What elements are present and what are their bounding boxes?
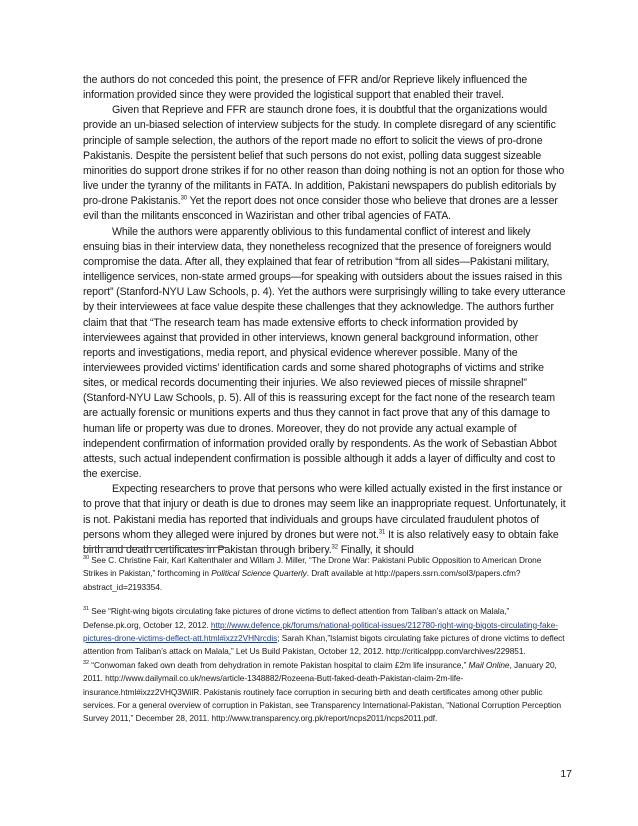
paragraph-2-text-b: Yet the report does not once consider those who believe that drones are a lesser evil than the militants ensconced in Waziristan and other tribal agencies of FATA. (83, 195, 558, 223)
footnote-30 (83, 554, 567, 594)
footnote-30-journal: Political Science Quarterly (211, 568, 307, 579)
footnote-ref-32[interactable]: 32 (331, 544, 338, 551)
paragraph-4-text-a: Expecting researchers to prove that persons who were killed actually existed in the first instance or to prove that that injury or death is due to drones may seem like an inappropriate request. Unfortunately, it is not. Pakistani media has reported that individuals and groups have circulated fraudulent photos of persons whom they alleged were injured by drones but were not. (83, 483, 566, 541)
footnote-31 (83, 605, 567, 659)
page-number: 17 (560, 768, 572, 780)
footnote-ref-31[interactable]: 31 (378, 529, 386, 536)
paragraph-3-text: While the authors were apparently oblivious to this fundamental conflict of interest and likely ensuing bias in their interview data, they nonetheless recognized that the presence of foreigners would compromise the data. After all, they explained that fear of retribution “from all sides—Pakistani military, intelligence services, non-state armed groups—for speaking with outsiders about the issues raised in this report” (Stanford-NYU Law Schools, p. 4). Yet the authors were surprisingly willing to take every utterance by their interviewees at face value despite these challenges that they acknowledge. The authors further claim that that “The research team has made extensive efforts to check information provided by interviewees against that provided in other interviews, known general background information, other reports and investigations, media report, and physical evidence wherever possible. Many of the interviewees provided victims’ identification cards and some shared photographs of victims and strike sites, or medical records documenting their injuries. We also reviewed pieces of missile shrapnel” (Stanford-NYU Law Schools, p. 5). All of this is reassuring except for the fact none of the research team are actually forensic or munitions experts and thus they cannot in fact prove that any of this damage to human life or property was due to drones. Moreover, they do not provide any actual example of independent confirmation of information provided orally by respondents. As the work of Sebastian Abbot attests, such actual independent confirmation is possible although it adds a layer of difficulty and cost to the exercise. (83, 225, 566, 481)
footnote-32-text-b: , January 20, 2011. http://www.dailymail.co.uk/news/article-1348882/Rozeena-Butt-faked-death-Pakistan-claim-2m-life-insurance.html#ixzz2VHQ3WilR. Pakistanis routinely face corruption in securing birth and death certificates among other public services. For a general overview of corruption in Pakistan, see Transparency International-Pakistan, “National Corruption Perception Survey 2011,” December 28, 2011. http://www.transparency.org.pk/report/ncps2011/ncps2011.pdf. (83, 659, 562, 724)
footnote-separator (83, 547, 226, 548)
paragraph-1-text: the authors do not conceded this point, the presence of FFR and/or Reprieve likely influenced the information provided since they were provided the logistical support that enabled their travel. (83, 74, 528, 102)
footnote-30-text-a: See C. Christine Fair, Karl Kaltenthaler and Willam J. Miller, “The Drone War: Pakistani Public Opposition to American Drone Strikes in Pakistan,” forthcoming in (83, 555, 542, 579)
footnote-31-text-b: ; Sarah Khan,”Islamist bigots circulating fake pictures of drone victims to deflect attention from Taliban’s attack on Malala,” Let Us Build Pakistan, October 12, 2012. http://criticalppp.com/archives/229851. (83, 633, 565, 657)
footnote-32-publication: Mail Online (468, 659, 510, 670)
footnote-30-text-b: . Draft available at http://papers.ssrn.com/sol3/papers.cfm?abstract_id=2193354. (83, 568, 521, 592)
footnote-30-number: 30 (83, 555, 90, 562)
footnote-ref-30[interactable]: 30 (180, 195, 188, 202)
body-text (83, 73, 567, 558)
paragraph-3 (83, 225, 567, 483)
paragraph-4-text-c: Finally, it should (337, 543, 414, 556)
paragraph-2-text-a: Given that Reprieve and FFR are staunch drone foes, it is doubtful that the organizations would provide an un-biased selection of interview subjects for the study. In complete disregard of any scientific principle of sample selection, the authors of the report made no effort to solicit the views of pro-drone Pakistanis. Despite the persistent belief that such persons do not exist, polling data suggest sizeable minorities do support drone strikes if for no other reason than doing nothing is not an option for those who live under the tyranny of the militants in FATA. In addition, Pakistani newspapers do publish editorials by pro-drone Pakistanis. (83, 104, 565, 208)
footnote-32 (83, 659, 567, 726)
footnote-32-number: 32 (83, 660, 90, 667)
paragraph-2 (83, 103, 567, 224)
footnote-31-link[interactable]: http://www.defence.pk/forums/national-political-issues/212780-right-wing-bigots-circulating-fake-pictures-drone-victims-deflect-att.html#ixzz2VHNrcdis (83, 619, 558, 644)
paragraph-4-text-b: It is also relatively easy to obtain fake birth and death certificates in Pakistan through bribery. (83, 528, 559, 556)
footnote-31-number: 31 (83, 606, 90, 613)
footnote-32-text-a: “Conwoman faked own death from dehydration in remote Pakistan hospital to claim £2m life insurance,” (89, 659, 469, 670)
footnotes (83, 554, 567, 726)
footnote-31-text-a: See “Right-wing bigots circulating fake pictures of drone victims to deflect attention from Taliban’s attack on Malala,” Defense.pk.org, October 12, 2012. (83, 606, 510, 630)
paragraph-1 (83, 73, 567, 103)
